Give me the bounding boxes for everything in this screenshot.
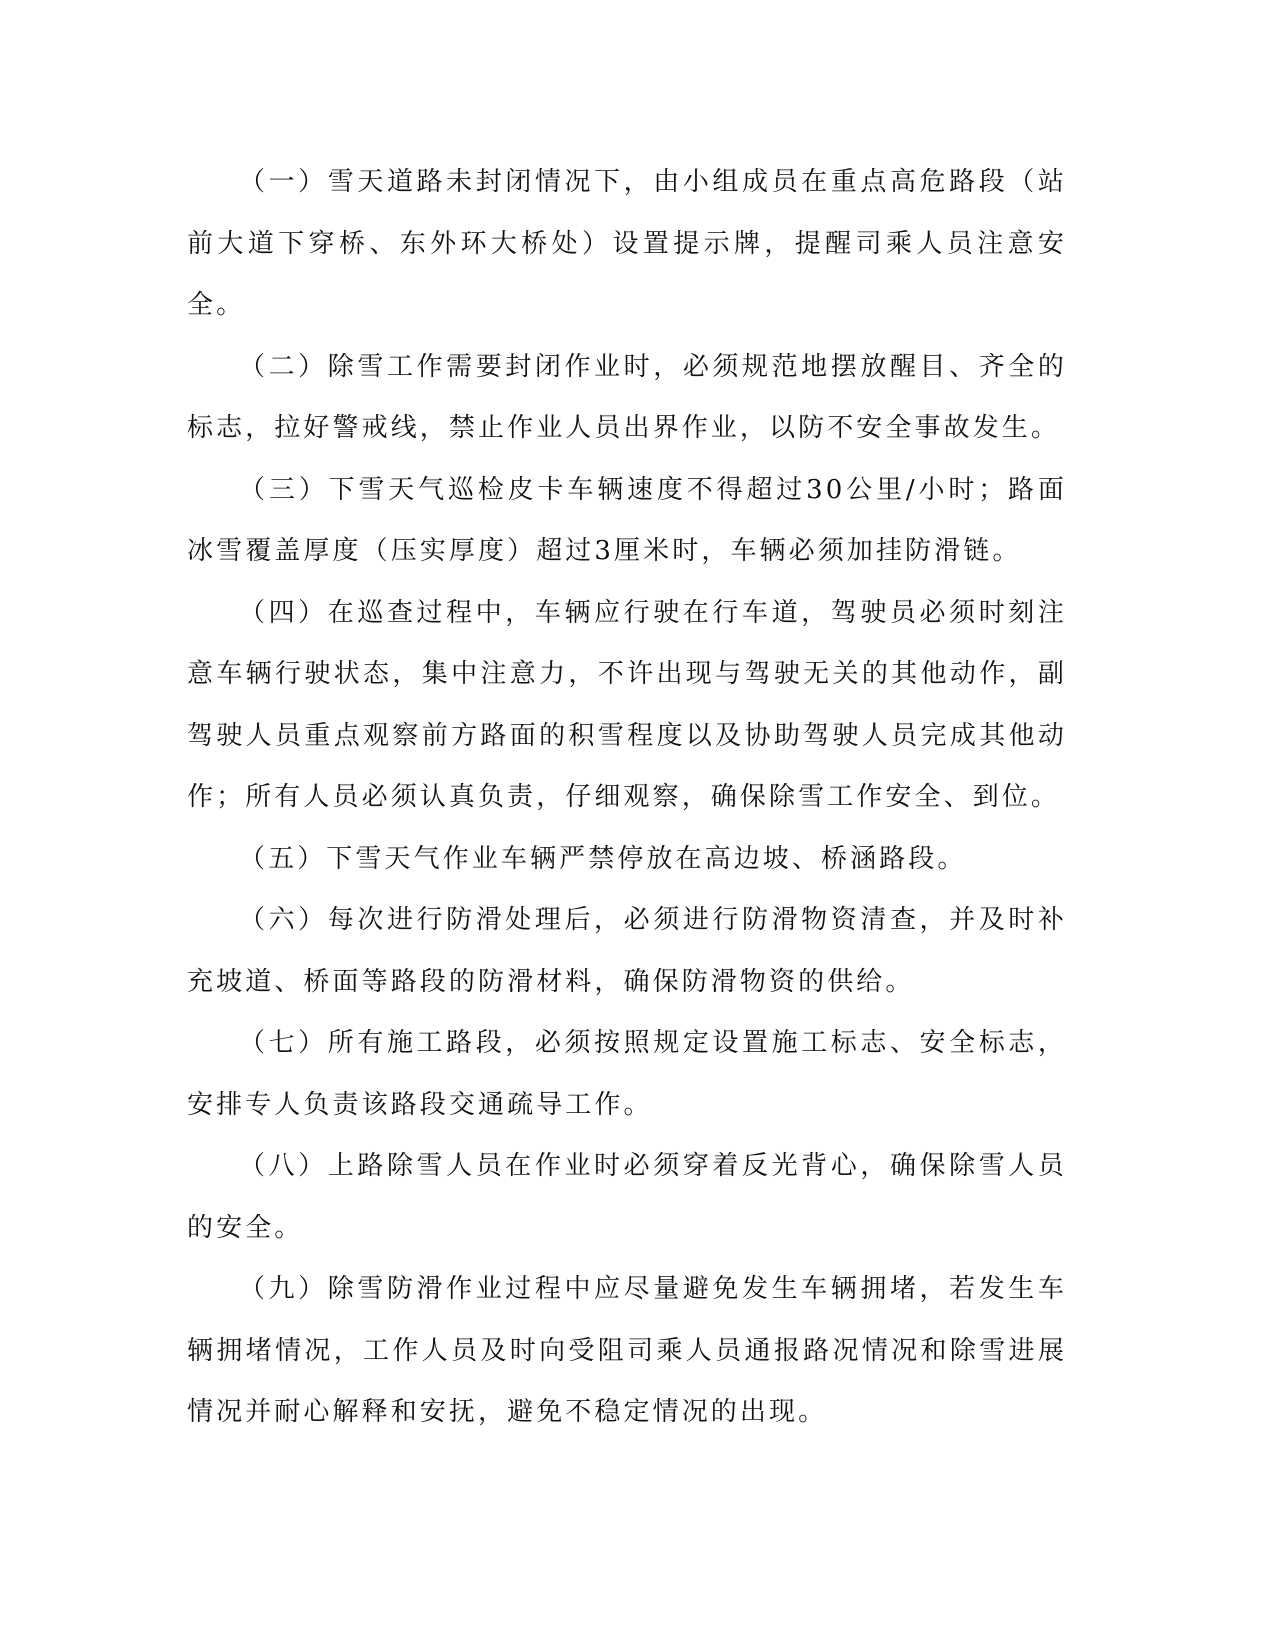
paragraph-4: （四）在巡查过程中，车辆应行驶在行车道，驾驶员必须时刻注意车辆行驶状态，集中注意力，不许出现与驾驶无关的其他动作，副驾驶人员重点观察前方路面的积雪程度以及协助驾驶人员完成其他动作；所有人员必须认真负责，仔细观察，确保除雪工作安全、到位。 [187, 597, 1067, 812]
paragraph-6: （六）每次进行防滑处理后，必须进行防滑物资清查，并及时补充坡道、桥面等路段的防滑材料，确保防滑物资的供给。 [187, 905, 1067, 997]
paragraph-5: （五）下雪天气作业车辆严禁停放在高边坡、桥涵路段。 [239, 843, 967, 874]
paragraph-9: （九）除雪防滑作业过程中应尽量避免发生车辆拥堵，若发生车辆拥堵情况，工作人员及时向受阻司乘人员通报路况情况和除雪进展情况并耐心解释和安抚，避免不稳定情况的出现。 [187, 1274, 1067, 1427]
document-body [187, 152, 1067, 1444]
paragraph-7: （七）所有施工路段，必须按照规定设置施工标志、安全标志，安排专人负责该路段交通疏导工作。 [187, 1028, 1067, 1120]
paragraph-2: （二）除雪工作需要封闭作业时，必须规范地摆放醒目、齐全的标志，拉好警戒线，禁止作业人员出界作业，以防不安全事故发生。 [187, 351, 1067, 443]
paragraph-1: （一）雪天道路未封闭情况下，由小组成员在重点高危路段（站前大道下穿桥、东外环大桥处）设置提示牌，提醒司乘人员注意安全。 [187, 167, 1067, 320]
paragraph-3: （三）下雪天气巡检皮卡车辆速度不得超过30公里/小时；路面冰雪覆盖厚度（压实厚度）超过3厘米时，车辆必须加挂防滑链。 [187, 474, 1067, 566]
paragraph-8: （八）上路除雪人员在作业时必须穿着反光背心，确保除雪人员的安全。 [187, 1151, 1067, 1243]
